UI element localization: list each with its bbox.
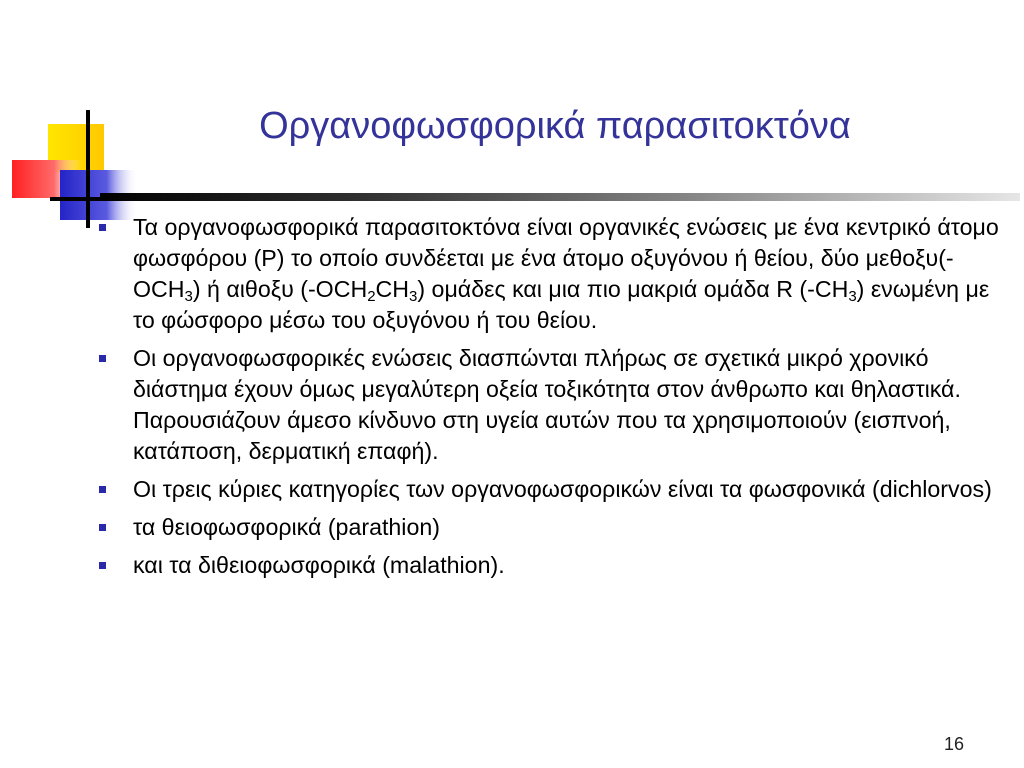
subscript: 3 — [409, 288, 418, 305]
bullet-text-part: ) ή αιθοξυ (-OCH — [192, 276, 368, 302]
subscript: 3 — [848, 288, 857, 305]
bullet-square-icon — [99, 224, 106, 231]
bullet-text-part: CH — [375, 276, 410, 302]
bullet-item — [96, 512, 1006, 543]
title-divider — [100, 193, 1020, 201]
bullet-square-icon — [99, 355, 106, 362]
page-number: 16 — [943, 734, 964, 754]
template-logo — [0, 0, 140, 240]
bullet-text: και τα διθειοφωσφορικά (malathion). — [133, 552, 505, 578]
logo-horizontal-line — [50, 197, 102, 201]
slide-title: Οργανοφωσφορικά παρασιτοκτόνα — [259, 105, 851, 147]
bullet-text: Οι τρεις κύριες κατηγορίες των οργανοφωσφορικών είναι τα φωσφονικά (dichlorvos) — [133, 476, 992, 502]
bullet-item — [96, 550, 1006, 581]
bullet-text-part: Τα οργανοφωσφορικά παρασιτοκτόνα είναι οργανικές ενώσεις με ένα κεντρικό άτομο φωσφόρου (P) το οποίο συνδέεται με ένα άτομο οξυγόνου ή θείου, δύο μεθοξυ(-OCH — [133, 214, 999, 302]
bullet-text: Οι οργανοφωσφορικές ενώσεις διασπώνται πλήρως σε σχετικά μικρό χρονικό διάστημα έχουν όμως μεγαλύτερη οξεία τοξικότητα στον άνθρωπο και θηλαστικά. Παρουσιάζουν άμεσο κίνδυνο στη υγεία αυτών που τα χρησιμοποιούν (εισπνοή, κατάποση, δερματική επαφή). — [133, 345, 961, 464]
subscript: 3 — [184, 288, 193, 305]
bullet-list — [96, 212, 1006, 588]
logo-vertical-line — [86, 110, 90, 228]
bullet-text-part: ) ενωμένη με το φώσφορο μέσω του οξυγόνου ή του θείου. — [133, 276, 990, 333]
bullet-text-part: ) ομάδες και μια πιο μακριά ομάδα R (-CH — [417, 276, 849, 302]
bullet-square-icon — [99, 562, 106, 569]
subscript: 2 — [367, 288, 376, 305]
bullet-square-icon — [99, 486, 106, 493]
bullet-item — [96, 343, 1006, 467]
bullet-item — [96, 474, 1006, 505]
bullet-item — [96, 212, 1006, 336]
bullet-text: τα θειοφωσφορικά (parathion) — [133, 514, 440, 540]
bullet-square-icon — [99, 524, 106, 531]
